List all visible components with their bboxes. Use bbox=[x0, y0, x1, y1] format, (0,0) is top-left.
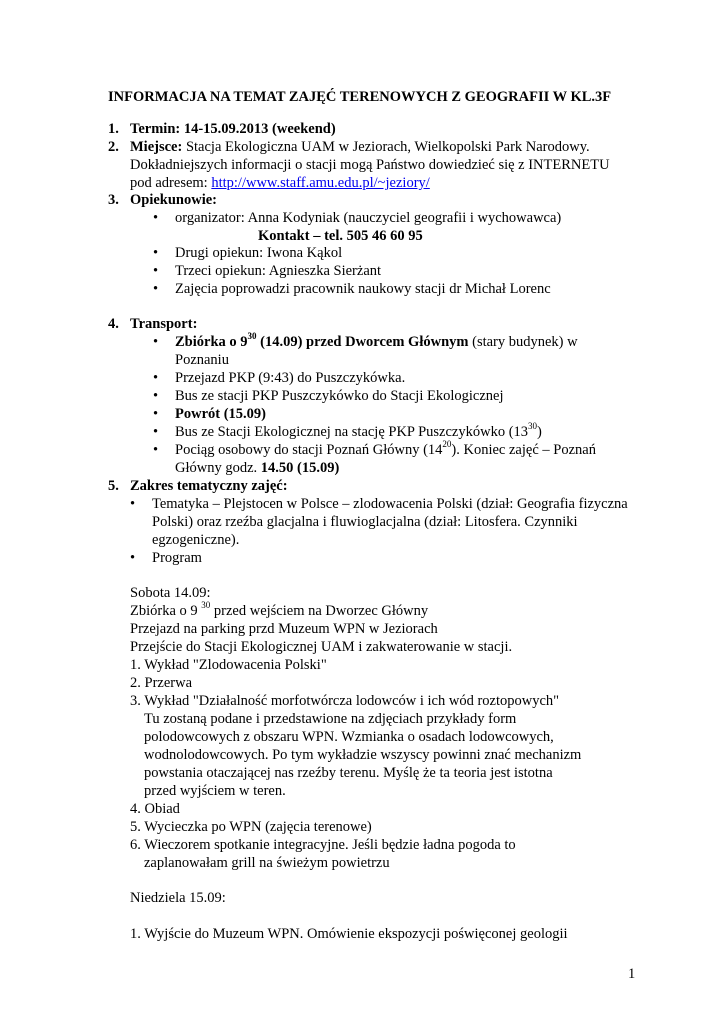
bullet-icon: • bbox=[130, 550, 136, 566]
saturday-heading: Sobota 14.09: bbox=[130, 585, 211, 601]
return-train-minutes: 20 bbox=[442, 439, 452, 450]
saturday-item-4: 4. Obiad bbox=[130, 801, 180, 817]
saturday-item-6-line-2: zaplanowałam grill na świeżym powietrzu bbox=[144, 855, 390, 871]
saturday-item-2: 2. Przerwa bbox=[130, 675, 193, 691]
section-2-text: Stacja Ekologiczna UAM w Jeziorach, Wielkopolski Park Narodowy. bbox=[182, 139, 590, 155]
return-bus-item bbox=[175, 423, 542, 441]
document-title: INFORMACJA NA TEMAT ZAJĘĆ TERENOWYCH Z GEOGRAFII W KL.3F bbox=[108, 89, 612, 105]
bullet-icon: • bbox=[153, 281, 159, 297]
bullet-icon: • bbox=[130, 496, 136, 512]
sunday-heading: Niedziela 15.09: bbox=[130, 890, 226, 906]
section-4-number: 4. bbox=[108, 316, 119, 332]
bullet-icon: • bbox=[153, 388, 159, 404]
station-lecturer-item: Zajęcia poprowadzi pracownik naukowy stacji dr Michał Lorenc bbox=[175, 281, 551, 297]
program-item: Program bbox=[152, 550, 202, 566]
meeting-place-text: (14.09) przed Dworcem Głównym bbox=[256, 334, 469, 350]
bullet-icon: • bbox=[153, 370, 159, 386]
contact-phone: Kontakt – tel. 505 46 60 95 bbox=[258, 228, 423, 244]
organizer-item: organizator: Anna Kodyniak (nauczyciel geografii i wychowawca) bbox=[175, 210, 562, 226]
return-time-line bbox=[175, 459, 339, 477]
saturday-meeting bbox=[130, 602, 428, 620]
meeting-place-note: (stary budynek) w bbox=[468, 334, 578, 350]
bullet-icon: • bbox=[153, 442, 159, 458]
station-website-link[interactable]: http://www.staff.amu.edu.pl/~jeziory/ bbox=[211, 175, 430, 191]
section-3-label: Opiekunowie: bbox=[130, 192, 218, 208]
saturday-item-5: 5. Wycieczka po WPN (zajęcia terenowe) bbox=[130, 819, 372, 835]
saturday-meeting-text: Zbiórka o 9 bbox=[130, 603, 202, 619]
topic-line-3: egzogeniczne). bbox=[152, 532, 240, 548]
saturday-walk: Przejście do Stacji Ekologicznej UAM i zakwaterowanie w stacji. bbox=[130, 639, 513, 655]
section-5-label: Zakres tematyczny zajęć: bbox=[130, 478, 288, 494]
section-5-number: 5. bbox=[108, 478, 119, 494]
saturday-meeting-minutes: 30 bbox=[201, 600, 211, 611]
saturday-item-6: 6. Wieczorem spotkanie integracyjne. Jeśli będzie ładna pogoda to bbox=[130, 837, 516, 853]
return-bus-end: ) bbox=[537, 424, 542, 440]
return-train-text: Pociąg osobowy do stacji Poznań Główny (14 bbox=[175, 442, 443, 458]
section-2-number: 2. bbox=[108, 139, 119, 155]
bullet-icon: • bbox=[153, 210, 159, 226]
meeting-point-item bbox=[175, 333, 578, 351]
meeting-place-city: Poznaniu bbox=[175, 352, 229, 368]
section-2-label: Miejsce: bbox=[130, 139, 183, 155]
meeting-time-minutes: 30 bbox=[247, 331, 257, 342]
saturday-item-1: 1. Wykład "Zlodowacenia Polski" bbox=[130, 657, 327, 673]
sunday-item-1: 1. Wyjście do Muzeum WPN. Omówienie ekspozycji poświęconej geologii bbox=[130, 926, 568, 942]
topic-line-1: Tematyka – Plejstocen w Polsce – zlodowacenia Polski (dział: Geografia fizyczna bbox=[152, 496, 628, 512]
section-1-term: Termin: 14-15.09.2013 (weekend) bbox=[130, 121, 336, 137]
section-1-number: 1. bbox=[108, 121, 119, 137]
saturday-item-3-line-6: przed wyjściem w teren. bbox=[144, 783, 286, 799]
saturday-item-3-line-3: polodowcowych z obszaru WPN. Wzmianka o osadach lodowcowych, bbox=[144, 729, 554, 745]
saturday-item-3: 3. Wykład "Działalność morfotwórcza lodowców i ich wód roztopowych" bbox=[130, 693, 560, 709]
section-3-number: 3. bbox=[108, 192, 119, 208]
return-time-value: 14.50 (15.09) bbox=[260, 460, 340, 476]
saturday-meeting-place: przed wejściem na Dworzec Główny bbox=[210, 603, 429, 619]
saturday-item-3-line-4: wodnolodowcowych. Po tym wykładzie wszyscy powinni znać mechanizm bbox=[144, 747, 582, 763]
bullet-icon: • bbox=[153, 334, 159, 350]
topic-line-2: Polski) oraz rzeźba glacjalna i fluwioglacjalna (dział: Litosfera. Czynniki bbox=[152, 514, 578, 530]
section-2-place bbox=[130, 138, 590, 156]
bullet-icon: • bbox=[153, 424, 159, 440]
second-guardian-item: Drugi opiekun: Iwona Kąkol bbox=[175, 245, 343, 261]
bullet-icon: • bbox=[153, 245, 159, 261]
saturday-item-3-line-5: powstania otaczającej nas rzeźby terenu. Myślę że ta teoria jest istotna bbox=[144, 765, 553, 781]
meeting-time-text: Zbiórka o 9 bbox=[175, 334, 248, 350]
train-item: Przejazd PKP (9:43) do Puszczykówka. bbox=[175, 370, 406, 386]
return-bus-minutes: 30 bbox=[528, 421, 538, 432]
page-number: 1 bbox=[628, 966, 636, 982]
return-train-item bbox=[175, 441, 596, 459]
return-item: Powrót (15.09) bbox=[175, 406, 267, 422]
saturday-item-3-line-2: Tu zostaną podane i przedstawione na zdjęciach przykłady form bbox=[144, 711, 517, 727]
bullet-icon: • bbox=[153, 263, 159, 279]
bullet-icon: • bbox=[153, 406, 159, 422]
third-guardian-item: Trzeci opiekun: Agnieszka Sierżant bbox=[175, 263, 382, 279]
return-time-label: Główny godz. bbox=[175, 460, 261, 476]
return-train-end: ). Koniec zajęć – Poznań bbox=[451, 442, 596, 458]
section-4-label: Transport: bbox=[130, 316, 198, 332]
bus-item: Bus ze stacji PKP Puszczykówko do Stacji Ekologicznej bbox=[175, 388, 504, 404]
section-2-details: Dokładniejszych informacji o stacji mogą Państwo dowiedzieć się z INTERNETU bbox=[130, 157, 610, 173]
saturday-drive: Przejazd na parking przd Muzeum WPN w Jeziorach bbox=[130, 621, 438, 637]
section-2-address bbox=[130, 174, 430, 192]
return-bus-text: Bus ze Stacji Ekologicznej na stację PKP Puszczykówko (13 bbox=[175, 424, 529, 440]
section-2-address-label: pod adresem: bbox=[130, 175, 212, 191]
